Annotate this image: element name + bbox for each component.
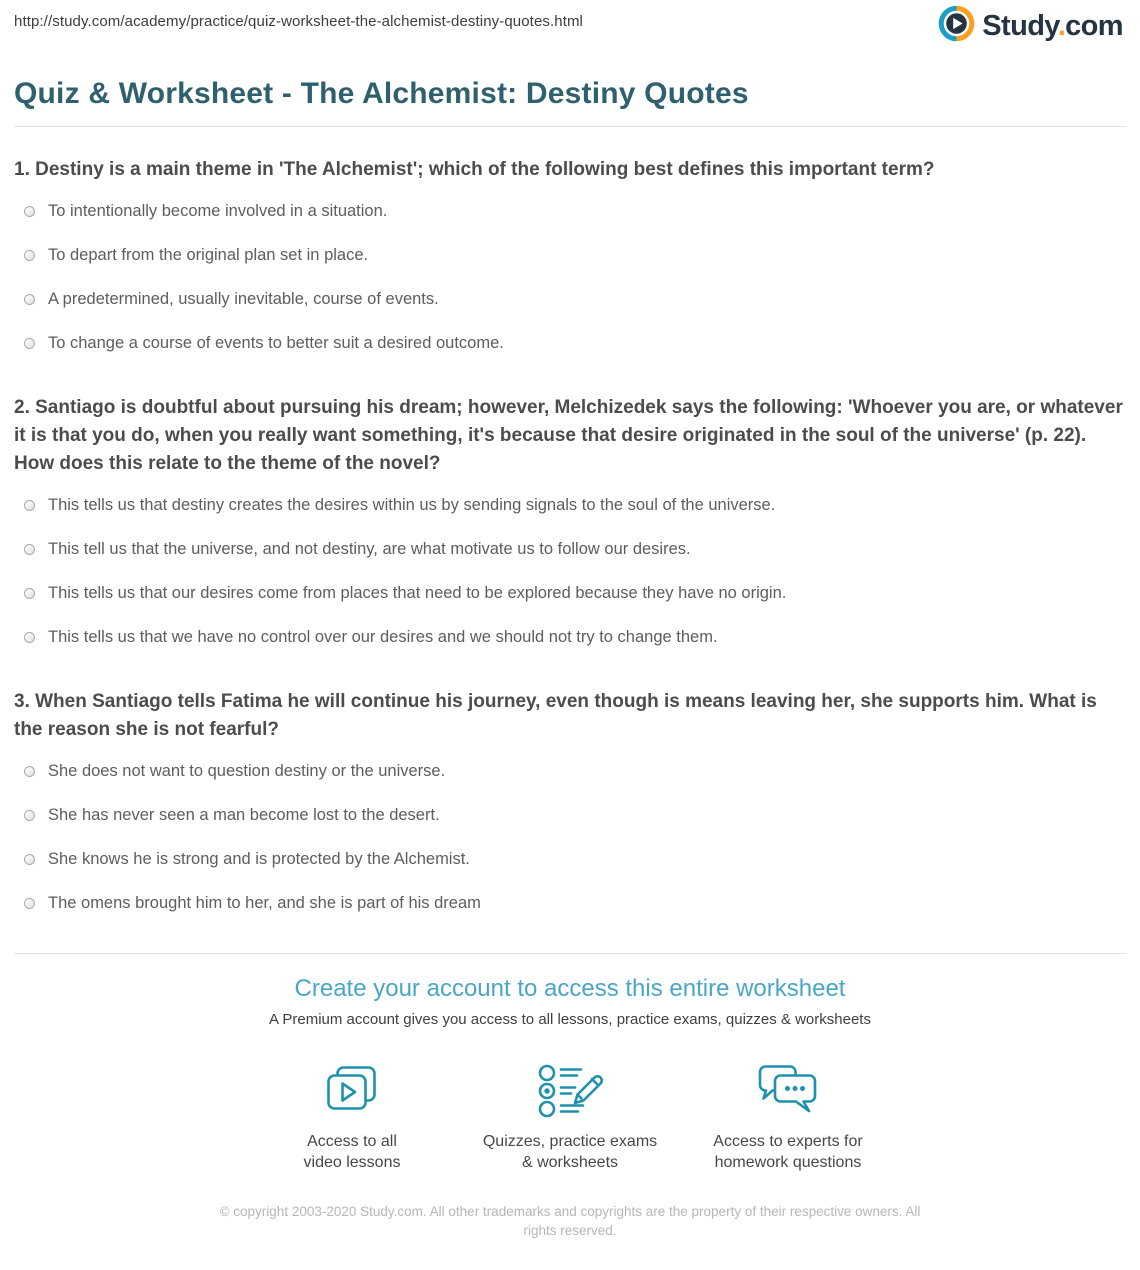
- create-account-link[interactable]: Create your account to access this entire worksheet: [294, 975, 846, 1002]
- option-row[interactable]: [14, 615, 1126, 659]
- feature-label: Quizzes, practice exams & worksheets: [482, 1133, 658, 1171]
- option-row[interactable]: [14, 571, 1126, 615]
- radio-button[interactable]: [24, 544, 35, 555]
- option-label[interactable]: She has never seen a man become lost to the desert.: [48, 805, 440, 824]
- radio-button[interactable]: [24, 250, 35, 261]
- option-row[interactable]: [14, 527, 1126, 571]
- radio-button[interactable]: [24, 766, 35, 777]
- features-row: [14, 1061, 1126, 1173]
- option-label[interactable]: To change a course of events to better suit a desired outcome.: [48, 333, 504, 352]
- logo-text: Study.com: [982, 9, 1123, 42]
- option-label[interactable]: This tells us that our desires come from places that need to be explored because they have no origin.: [48, 583, 787, 602]
- option-row[interactable]: [14, 749, 1126, 793]
- cta-subheading: A Premium account gives you access to all lessons, practice exams, quizzes & worksheets: [269, 1011, 871, 1028]
- expert-chat-icon: [757, 1061, 819, 1119]
- quizzes-worksheets-icon: [536, 1061, 604, 1119]
- question-text: 2. Santiago is doubtful about pursuing his dream; however, Melchizedek says the following: 'Whoever you are, or whatever it is that you do, when you really want something, it's because that desire originated in the soul of the universe' (p. 22). How does this relate to the theme of the novel?: [14, 397, 1123, 474]
- feature-expert-chat: [679, 1061, 897, 1173]
- header: [14, 0, 1126, 50]
- option-row[interactable]: [14, 793, 1126, 837]
- feature-label: Access to experts for homework questions: [713, 1133, 863, 1171]
- question-3: [14, 688, 1126, 925]
- option-label[interactable]: The omens brought him to her, and she is part of his dream: [48, 893, 481, 912]
- question-2: [14, 394, 1126, 659]
- cta-section: [14, 975, 1126, 1028]
- studycom-logo-icon: [938, 5, 975, 47]
- option-label[interactable]: This tells us that we have no control over our desires and we should not try to change them.: [48, 627, 718, 646]
- radio-button[interactable]: [24, 632, 35, 643]
- studycom-logo[interactable]: [938, 5, 1123, 47]
- radio-button[interactable]: [24, 206, 35, 217]
- question-text: 1. Destiny is a main theme in 'The Alchemist'; which of the following best defines this important term?: [14, 159, 935, 180]
- option-row[interactable]: [14, 483, 1126, 527]
- question-1: [14, 156, 1126, 365]
- option-row[interactable]: [14, 321, 1126, 365]
- radio-button[interactable]: [24, 810, 35, 821]
- option-label[interactable]: To intentionally become involved in a situation.: [48, 201, 388, 220]
- option-row[interactable]: [14, 837, 1126, 881]
- footer: [14, 1202, 1126, 1270]
- option-row[interactable]: [14, 189, 1126, 233]
- option-row[interactable]: [14, 277, 1126, 321]
- radio-button[interactable]: [24, 898, 35, 909]
- video-lessons-icon: [324, 1061, 380, 1119]
- feature-video-lessons: [243, 1061, 461, 1173]
- page-title: Quiz & Worksheet - The Alchemist: Destiny Quotes: [14, 77, 749, 110]
- option-label[interactable]: To depart from the original plan set in place.: [48, 245, 369, 264]
- option-label[interactable]: This tell us that the universe, and not destiny, are what motivate us to follow our desires.: [48, 539, 691, 558]
- cta-divider: [14, 953, 1126, 954]
- feature-label: Access to all video lessons: [303, 1133, 401, 1171]
- radio-button[interactable]: [24, 854, 35, 865]
- radio-button[interactable]: [24, 294, 35, 305]
- options-list: [14, 483, 1126, 659]
- options-list: [14, 189, 1126, 365]
- title-divider: [14, 126, 1126, 127]
- option-row[interactable]: [14, 881, 1126, 925]
- option-label[interactable]: A predetermined, usually inevitable, course of events.: [48, 289, 439, 308]
- feature-quizzes-worksheets: [461, 1061, 679, 1173]
- option-label[interactable]: She does not want to question destiny or the universe.: [48, 761, 446, 780]
- options-list: [14, 749, 1126, 925]
- radio-button[interactable]: [24, 500, 35, 511]
- option-row[interactable]: [14, 233, 1126, 277]
- option-label[interactable]: She knows he is strong and is protected by the Alchemist.: [48, 849, 470, 868]
- radio-button[interactable]: [24, 588, 35, 599]
- radio-button[interactable]: [24, 338, 35, 349]
- copyright-text: © copyright 2003-2020 Study.com. All other trademarks and copyrights are the property of their respective owners. All rights reserved.: [219, 1204, 921, 1238]
- question-text: 3. When Santiago tells Fatima he will continue his journey, even though is means leaving her, she supports him. What is the reason she is not fearful?: [14, 691, 1097, 740]
- page-url: http://study.com/academy/practice/quiz-worksheet-the-alchemist-destiny-quotes.html: [14, 13, 583, 30]
- option-label[interactable]: This tells us that destiny creates the desires within us by sending signals to the soul of the universe.: [48, 495, 776, 514]
